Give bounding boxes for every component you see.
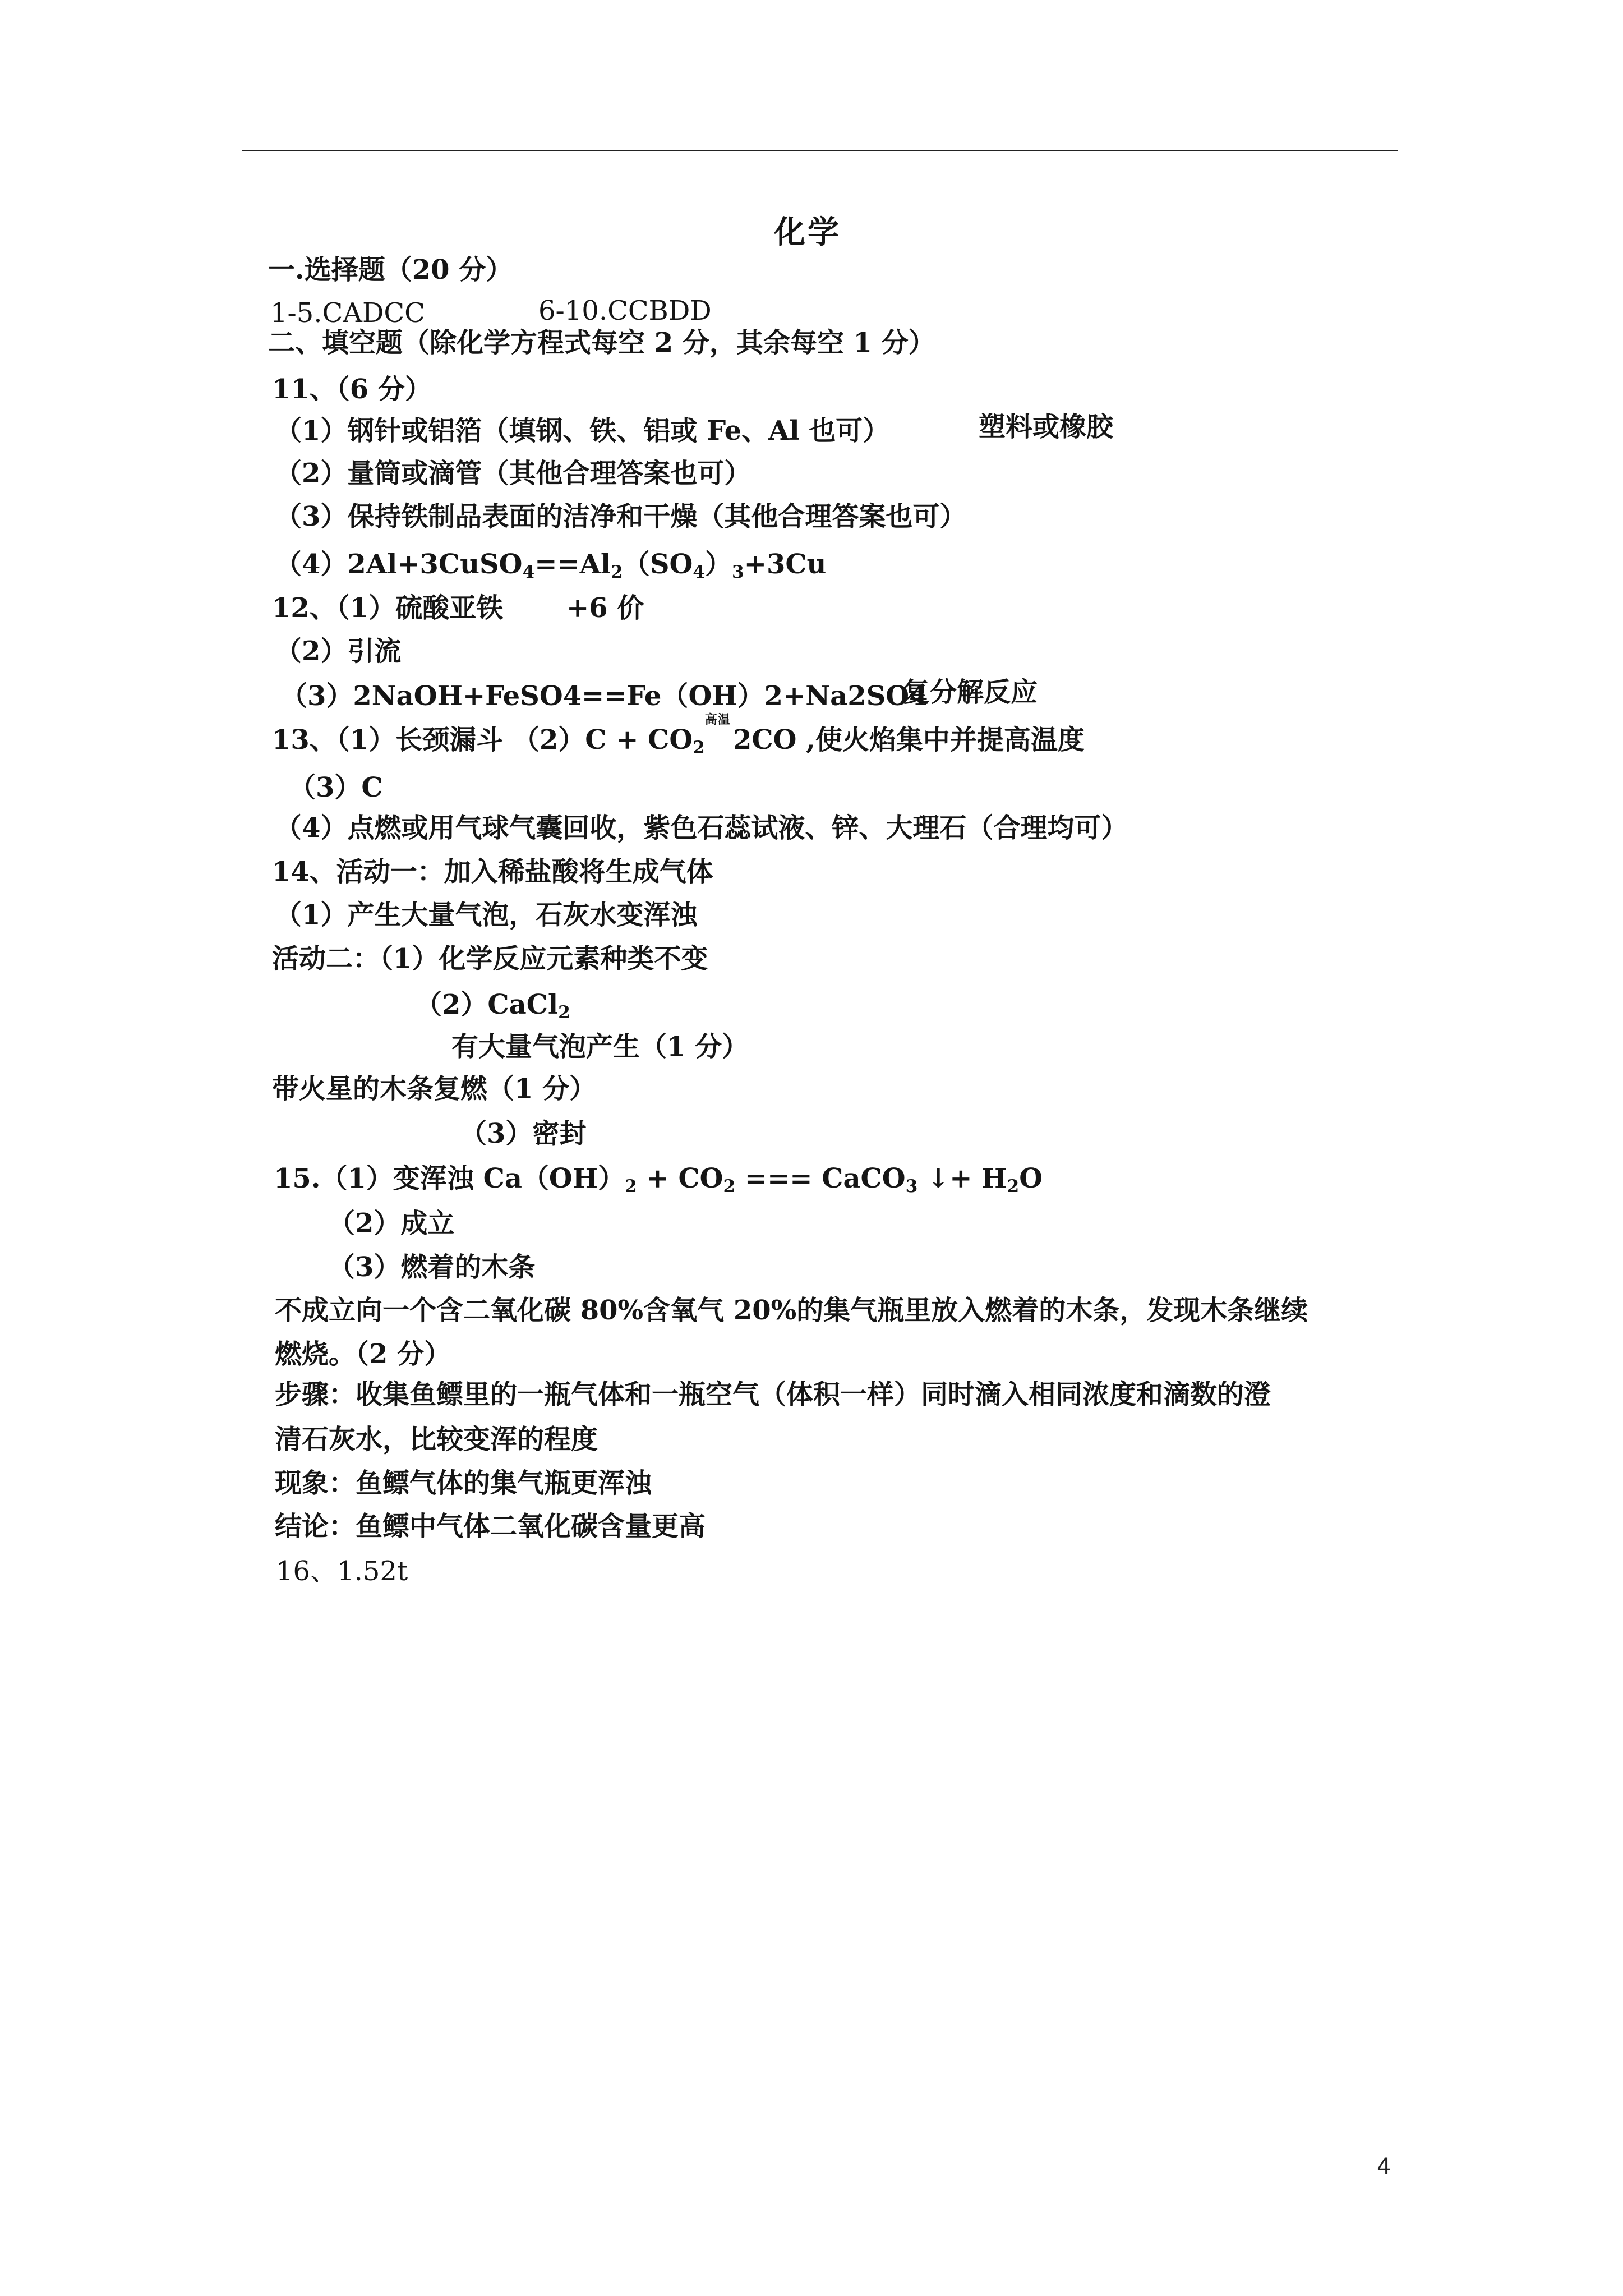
reaction-condition <box>704 712 731 755</box>
formula-subscript: 2 <box>558 1002 570 1023</box>
page-number: 4 <box>1377 2154 1391 2180</box>
q15-part3: （3）燃着的木条 <box>328 1251 536 1283</box>
eq-part: （4）2Al+3CuSO <box>275 549 523 580</box>
q15-steps-line2: 清石灰水，比较变浑的程度 <box>275 1424 598 1455</box>
q13-part1-equation <box>272 712 1085 758</box>
q14-activity1: 14、活动一：加入稀盐酸将生成气体 <box>272 856 713 887</box>
eq-subscript: 2 <box>611 562 623 582</box>
q14-activity2-part3: （3）密封 <box>460 1118 587 1149</box>
q11-part2: （2）量筒或滴管（其他合理答案也可） <box>275 458 751 489</box>
q11-part1-answer2: 塑料或橡胶 <box>979 411 1114 443</box>
eq-part: 2CO ,使火焰集中并提高温度 <box>723 724 1085 756</box>
eq-subscript: 2 <box>693 737 705 758</box>
reaction-condition-text: 高温 <box>704 712 731 727</box>
eq-part: ↓+ H <box>917 1163 1007 1194</box>
q15-phenomenon: 现象：鱼鳔气体的集气瓶更浑浊 <box>275 1467 652 1499</box>
eq-subscript: 2 <box>625 1176 637 1197</box>
q12-part3-reaction-type: 复分解反应 <box>903 677 1038 708</box>
eq-subscript: 3 <box>905 1176 918 1197</box>
q12-part2: （2）引流 <box>275 636 402 667</box>
eq-subscript: 3 <box>732 562 744 582</box>
q13-part4: （4）点燃或用气球气囊回收，紫色石蕊试液、锌、大理石（合理均可） <box>275 812 1128 844</box>
answers-6-10: 6-10.CCBDD <box>538 295 712 326</box>
q15-steps-line1: 步骤：收集鱼鳔里的一瓶气体和一瓶空气（体积一样）同时滴入相同浓度和滴数的澄 <box>275 1379 1271 1410</box>
q15-part2: （2）成立 <box>328 1208 455 1239</box>
eq-subscript: 4 <box>522 562 535 582</box>
eq-part: + CO <box>637 1163 723 1194</box>
q15-conclusion: 结论：鱼鳔中气体二氧化碳含量更高 <box>275 1511 706 1542</box>
q11-label: 11、（6 分） <box>272 374 432 405</box>
q12-part1: 12、（1）硫酸亚铁 <box>272 592 504 624</box>
eq-part: === CaCO <box>735 1163 906 1194</box>
eq-part: ） <box>705 549 732 580</box>
q12-part3-equation: （3）2NaOH+FeSO4==Fe（OH）2+Na2SO4 <box>280 680 928 712</box>
q11-part4-equation <box>275 550 826 582</box>
page-title: 化学 <box>774 214 841 251</box>
q13-part3: （3）C <box>289 772 383 803</box>
eq-part: O <box>1019 1163 1043 1194</box>
eq-part: ==Al <box>534 549 611 580</box>
q14-activity2-part1: 活动二：（1）化学反应元素种类不变 <box>272 943 708 974</box>
section1-heading: 一.选择题（20 分） <box>268 254 513 286</box>
answers-1-5: 1-5.CADCC <box>270 297 425 329</box>
q12-part1-valence: +6 价 <box>566 592 644 624</box>
eq-part: 13、（1）长颈漏斗 （2）C + CO <box>272 724 693 756</box>
q11-part3: （3）保持铁制品表面的洁净和干燥（其他合理答案也可） <box>275 501 967 532</box>
q15-explanation-line2: 燃烧。（2 分） <box>275 1338 451 1370</box>
q14-activity2-observation: 有大量气泡产生（1 分） <box>451 1031 749 1062</box>
eq-part: +3Cu <box>744 549 827 580</box>
q11-part1: （1）钢针或铝箔（填钢、铁、铝或 Fe、Al 也可） <box>275 415 890 447</box>
eq-subscript: 4 <box>693 562 705 582</box>
q15-part1-equation <box>274 1164 1043 1196</box>
section2-heading: 二、填空题（除化学方程式每空 2 分，其余每空 1 分） <box>268 327 935 358</box>
eq-part: 15.（1）变浑浊 Ca（OH） <box>274 1163 625 1194</box>
q16-answer: 16、1.52t <box>276 1556 408 1587</box>
q14-activity2-part2 <box>415 990 570 1022</box>
q14-activity1-part1: （1）产生大量气泡，石灰水变浑浊 <box>275 899 698 931</box>
q15-explanation-line1: 不成立向一个含二氧化碳 80%含氧气 20%的集气瓶里放入燃着的木条，发现木条继续 <box>275 1295 1308 1326</box>
q14-activity2-result: 带火星的木条复燃（1 分） <box>272 1073 597 1105</box>
eq-part: （SO <box>623 549 693 580</box>
eq-subscript: 2 <box>1007 1176 1020 1197</box>
header-rule <box>242 150 1398 151</box>
eq-subscript: 2 <box>723 1176 736 1197</box>
formula-part: （2）CaCl <box>415 989 559 1020</box>
